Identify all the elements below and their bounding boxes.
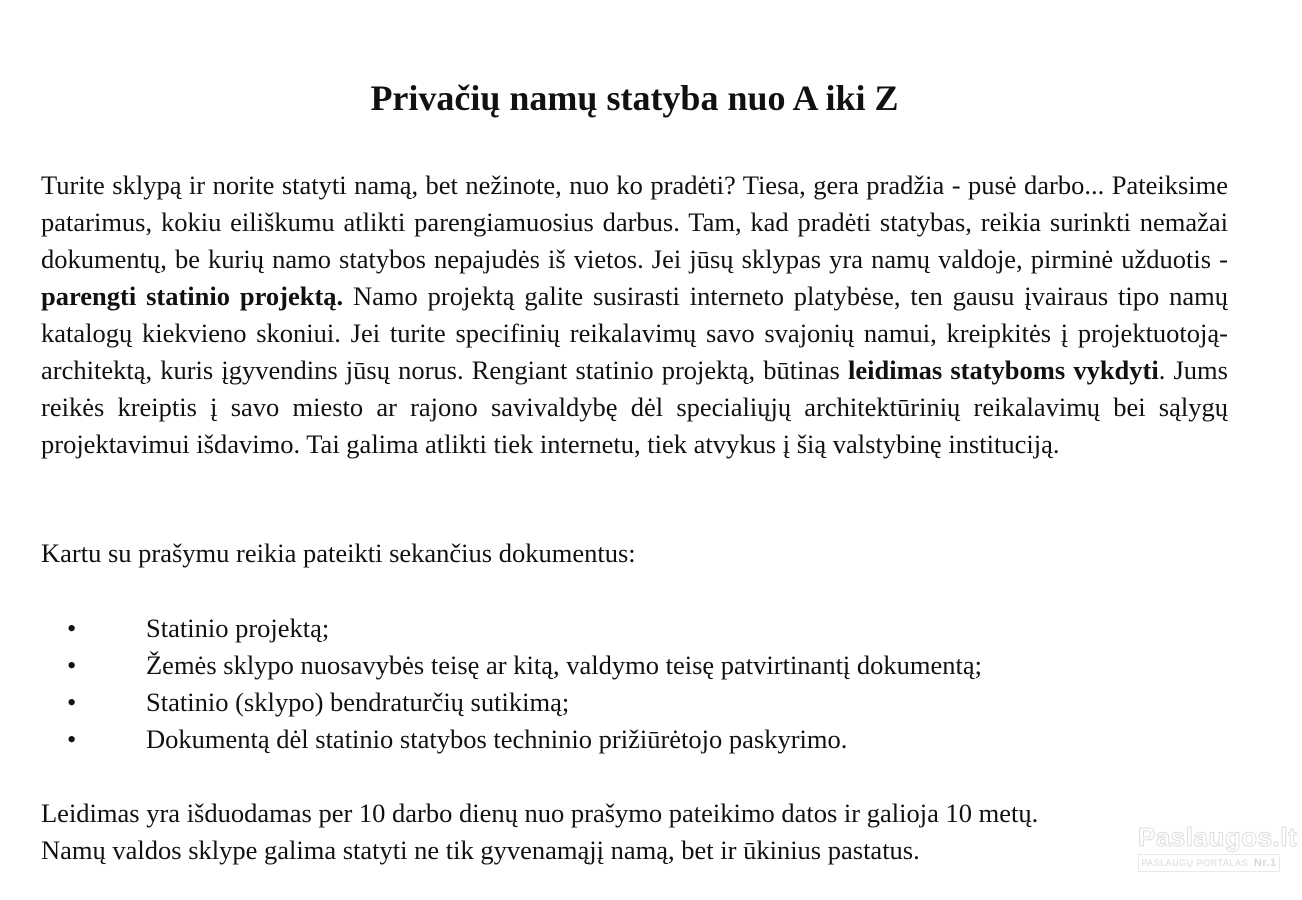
list-item	[41, 721, 982, 758]
watermark-name: Paslaugos.lt	[1138, 822, 1298, 852]
list-item	[41, 610, 982, 647]
watermark-badge: Nr.1	[1253, 857, 1277, 869]
list-item	[41, 684, 982, 721]
bullet-icon: •	[67, 724, 77, 754]
bullet-icon: •	[67, 687, 77, 717]
intro-text-2: Namo projektą galite susirasti interneto platybėse, ten gausu įvairaus tipo namų katalogų kiekvieno skoniui. Jei turite specifinių reikalavimų savo svajonių namui, kreipkitės į projektuotoją-architektą, kuris įgyvendins jūsų norus. Rengiant statinio projektą, būtinas	[41, 281, 1228, 385]
bullet-icon: •	[67, 613, 77, 643]
page-title: Privačių namų statyba nuo A iki Z	[370, 78, 899, 118]
documents-list	[41, 610, 982, 758]
bullet-icon: •	[67, 650, 77, 680]
list-item-text: Statinio (sklypo) bendraturčių sutikimą;	[146, 687, 570, 717]
list-item-text: Statinio projektą;	[146, 613, 330, 643]
closing-paragraph	[41, 795, 1038, 869]
list-item-text: Dokumentą dėl statinio statybos techninio prižiūrėtojo paskyrimo.	[146, 724, 848, 754]
documents-lead: Kartu su prašymu reikia pateikti sekančius dokumentus:	[41, 538, 636, 568]
intro-paragraph	[41, 167, 1228, 463]
closing-line-1: Leidimas yra išduodamas per 10 darbo dienų nuo prašymo pateikimo datos ir galioja 10 metų.	[41, 798, 1039, 828]
intro-bold-permit: leidimas statyboms vykdyti	[847, 355, 1159, 385]
list-item-text: Žemės sklypo nuosavybės teisę ar kitą, valdymo teisę patvirtinantį dokumentą;	[146, 650, 983, 680]
intro-text-1: Turite sklypą ir norite statyti namą, bet nežinote, nuo ko pradėti? Tiesa, gera pradžia - pusė darbo... Pateiksime patarimus, kokiu eiliškumu atlikti parengiamuosius darbus. Tam, kad pradėti statybas, reikia surinkti nemažai dokumentų, be kurių namo statybos nepajudės iš vietos. Jei jūsų sklypas yra namų valdoje, pirminė užduotis -	[41, 170, 1228, 274]
intro-text-3: . Jums reikės kreiptis į savo miesto ar rajono savivaldybę dėl specialiųjų architektūrinių reikalavimų bei sąlygų projektavimui išdavimo. Tai galima atlikti tiek internetu, tiek atvykus į šią valstybinę instituciją.	[41, 355, 1228, 459]
intro-bold-project: parengti statinio projektą.	[41, 281, 344, 311]
closing-line-2: Namų valdos sklype galima statyti ne tik gyvenamąjį namą, bet ir ūkinius pastatus.	[41, 835, 920, 865]
watermark-subtitle: PASLAUGŲ PORTALAS	[1141, 858, 1248, 868]
list-item	[41, 647, 982, 684]
watermark-subtitle-bar	[1138, 854, 1280, 872]
watermark-logo	[1138, 822, 1298, 878]
